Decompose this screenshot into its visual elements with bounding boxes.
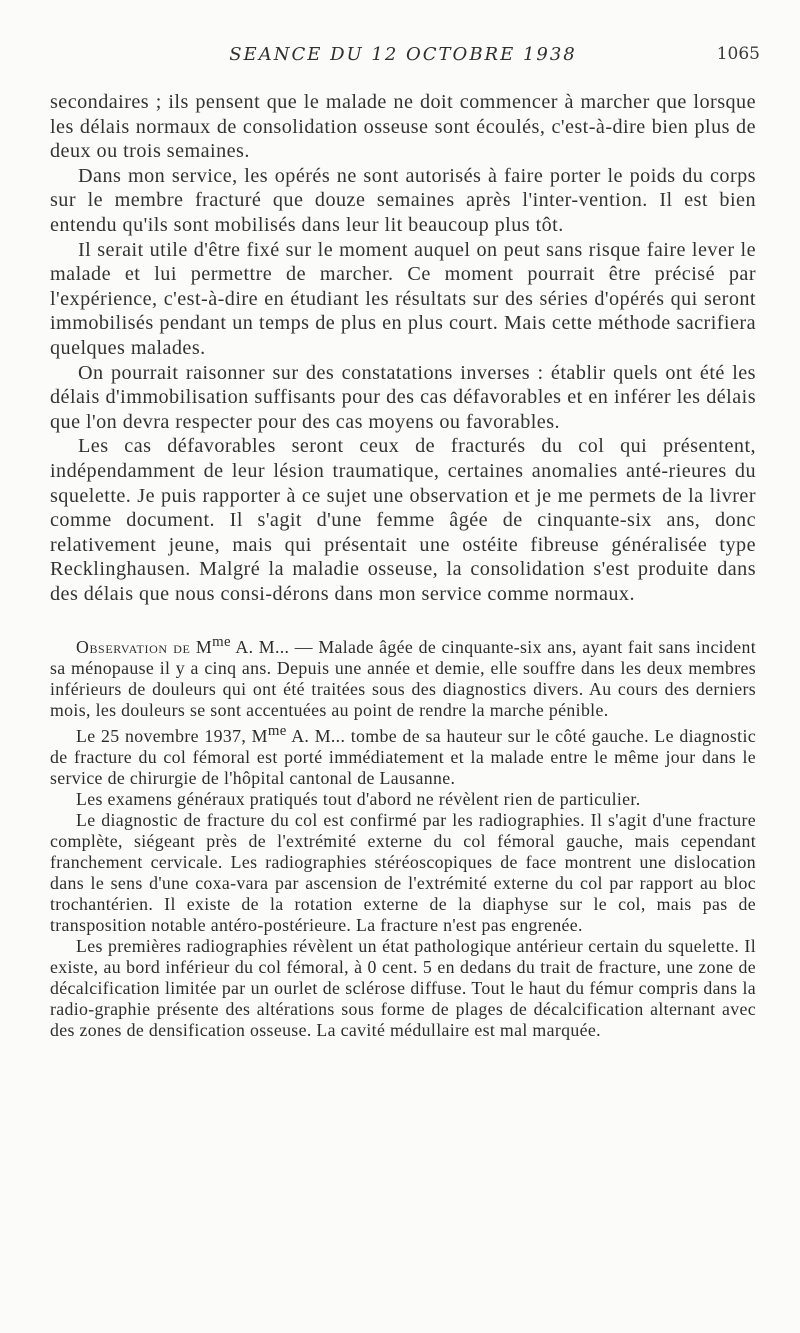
- paragraph: Les cas défavorables seront ceux de fracturés du col qui présentent, indépendamment de leur lésion traumatique, certaines anomalies anté-rieures du squelette. Je puis rapporter à ce sujet une observation et je me permets de la livrer comme document. Il s'agit d'une femme âgée de cinquante-six ans, donc relativement jeune, mais qui présentait une ostéite fibreuse généralisée type Recklinghausen. Malgré la maladie osseuse, la consolidation s'est produite dans des délais que nous consi-dérons dans mon service comme normaux.: [50, 435, 756, 605]
- observation-title: [195, 634, 231, 658]
- observation-text: A. M... tombe de sa hauteur sur le côté gauche. Le diagnostic de fracture du col fémoral est porté immédiatement et la malade entre le même jour dans le service de chirurgie de l'hôpital cantonal de Lausanne.: [50, 726, 756, 789]
- observation-paragraph: [50, 632, 756, 721]
- main-text: [50, 90, 756, 606]
- observation-paragraph: Les examens généraux pratiqués tout d'abord ne révèlent rien de particulier.: [76, 789, 641, 810]
- running-header: [50, 40, 760, 70]
- title-sup: me: [212, 634, 231, 651]
- observation-paragraph: Le diagnostic de fracture du col est confirmé par les radiographies. Il s'agit d'une fracture complète, siégeant près de l'extrémité externe du col fémoral gauche, mais cependant franchement cervicale. Les radiographies stéréoscopiques de face montrent une dislocation dans le sens d'une coxa-vara par ascension de l'extrémité externe du col par rapport au bloc trochantérien. Il existe de la rotation externe de la diaphyse sur le col, mais pas de transposition notable antéro-postérieure. La fracture n'est pas engrenée.: [50, 810, 756, 936]
- observation-text: — Malade âgée de cinquante-six ans, ayant fait sans incident sa ménopause il y a cinq ans. Depuis une année et demie, elle souffre dans les deux membres inférieurs de douleurs qui ont été traitées sous des diagnostics divers. Au cours des derniers mois, les douleurs se sont accentuées au point de rendre la marche pénible.: [50, 637, 756, 721]
- observation-paragraph: [50, 721, 756, 789]
- observation-text: Le 25 novembre 1937, M: [76, 726, 268, 747]
- observation-paragraph: Les premières radiographies révèlent un état pathologique antérieur certain du squelette. Il existe, au bord inférieur du col fémoral, à 0 cent. 5 en dedans du trait de fracture, une zone de décalcification limitée par un ourlet de sclérose diffuse. Tout le haut du fémur compris dans la radio-graphie présente des altérations sous forme de plages de décalcification alternant avec des zones de densification osseuse. La cavité médullaire est mal marquée.: [50, 936, 756, 1041]
- document-page: [50, 40, 760, 1041]
- paragraph: Il serait utile d'être fixé sur le moment auquel on peut sans risque faire lever le malade et lui permettre de marcher. Ce moment pourrait être précisé par l'expérience, c'est-à-dire en étudiant les résultats sur des séries d'opérés qui seront immobilisés pendant un temps de plus en plus court. Mais cette méthode sacrifiera quelques malades.: [50, 238, 756, 359]
- paragraph: Dans mon service, les opérés ne sont autorisés à faire porter le poids du corps sur le membre fracturé que douze semaines après l'inter-vention. Il est bien entendu qu'ils sont mobilisés dans leur lit beaucoup plus tôt.: [50, 164, 756, 236]
- paragraph: On pourrait raisonner sur des constatations inverses : établir quels ont été les délais d'immobilisation suffisants pour des cas défavorables et en inférer les délais que l'on devra respecter pour des cas moyens ou favorables.: [50, 361, 756, 433]
- paragraph: secondaires ; ils pensent que le malade ne doit commencer à marcher que lorsque les délais normaux de consolidation osseuse sont écoulés, c'est-à-dire bien plus de deux ou trois semaines.: [50, 91, 756, 163]
- title-m: M: [195, 637, 213, 658]
- observation-sup: me: [267, 723, 287, 740]
- observation-heading: Observation de: [76, 637, 191, 658]
- running-title: SEANCE DU 12 OCTOBRE 1938: [229, 44, 577, 65]
- observation-section: [50, 632, 756, 1041]
- observation-patient: A. M...: [235, 637, 290, 658]
- page-number: 1065: [716, 44, 760, 64]
